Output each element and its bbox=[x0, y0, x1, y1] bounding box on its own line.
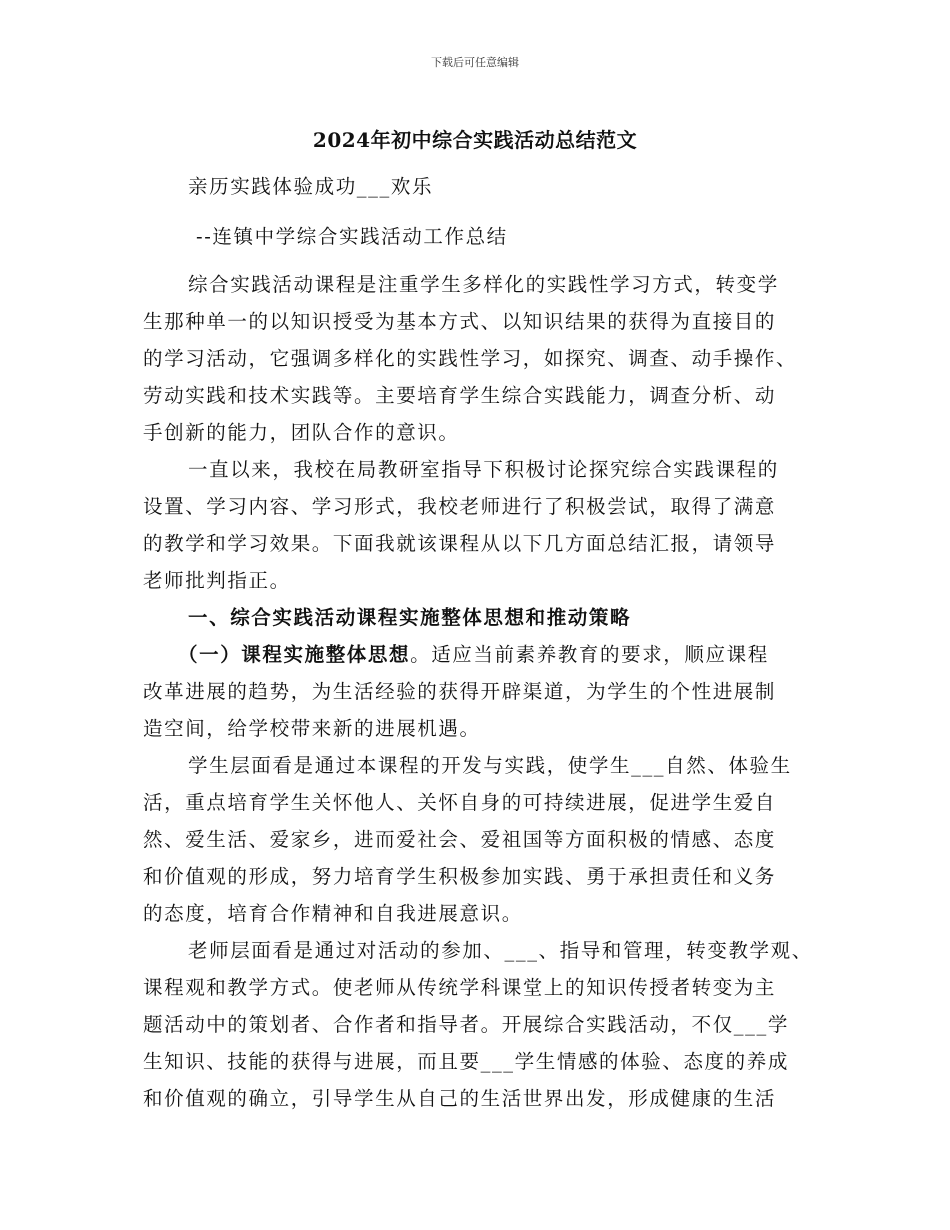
paragraph-line: 生那种单一的以知识授受为基本方式、以知识结果的获得为直接目的 bbox=[143, 310, 777, 333]
paragraph-line bbox=[178, 642, 769, 668]
paragraph-line: 综合实践活动课程是注重学生多样化的实践性学习方式，转变学 bbox=[188, 273, 779, 296]
paragraph-line: 的态度，培育合作精神和自我进展意识。 bbox=[143, 902, 523, 925]
subsection-heading: （一）课程实施整体思想 bbox=[178, 643, 411, 666]
paragraph-line: 设置、学习内容、学习形式，我校老师进行了积极尝试，取得了满意 bbox=[143, 495, 777, 518]
paragraph-line: 造空间，给学校带来新的进展机遇。 bbox=[143, 717, 481, 740]
section-heading: 一、综合实践活动课程实施整体思想和推动策略 bbox=[188, 606, 632, 629]
paragraph-line: 然、爱生活、爱家乡，进而爱社会、爱祖国等方面积极的情感、态度 bbox=[143, 828, 777, 851]
paragraph-line: 一直以来，我校在局教研室指导下积极讨论探究综合实践课程的 bbox=[188, 458, 779, 481]
paragraph-line: 老师批判指正。 bbox=[143, 569, 291, 592]
paragraph-line: 的教学和学习效果。下面我就该课程从以下几方面总结汇报，请领导 bbox=[143, 532, 777, 555]
paragraph-line: 题活动中的策划者、合作者和指导者。开展综合实践活动，不仅___学 bbox=[143, 1013, 789, 1036]
paragraph-line: 课程观和教学方式。使老师从传统学科课堂上的知识传授者转变为主 bbox=[143, 976, 777, 999]
paragraph-line: 学生层面看是通过本课程的开发与实践，使学生___自然、体验生 bbox=[188, 754, 792, 777]
paragraph-line: 生知识、技能的获得与进展，而且要___学生情感的体验、态度的养成 bbox=[143, 1050, 789, 1073]
paragraph-line: 活，重点培育学生关怀他人、关怀自身的可持续进展，促进学生爱自 bbox=[143, 791, 777, 814]
page-header-note: 下载后可任意编辑 bbox=[431, 56, 519, 69]
subtitle-line: 亲历实践体验成功___欢乐 bbox=[188, 175, 434, 198]
paragraph-line: 老师层面看是通过对活动的参加、___、指导和管理，转变教学观、 bbox=[188, 939, 813, 962]
paragraph-line: 改革进展的趋势，为生活经验的获得开辟渠道，为学生的个性进展制 bbox=[143, 680, 777, 703]
paragraph-line: 手创新的能力，团队合作的意识。 bbox=[143, 421, 460, 444]
paragraph-line: 和价值观的确立，引导学生从自己的生活世界出发，形成健康的生活 bbox=[143, 1087, 777, 1110]
document-title: 2024年初中综合实践活动总结范文 bbox=[312, 128, 638, 152]
paragraph-line: 和价值观的形成，努力培育学生积极参加实践、勇于承担责任和义务 bbox=[143, 865, 777, 888]
paragraph-text: 。适应当前素养教育的要求，顺应课程 bbox=[410, 643, 769, 666]
paragraph-line: 劳动实践和技术实践等。主要培育学生综合实践能力，调查分析、动 bbox=[143, 384, 777, 407]
paragraph-line: 的学习活动，它强调多样化的实践性学习，如探究、调查、动手操作、 bbox=[143, 347, 798, 370]
subtitle-line: --连镇中学综合实践活动工作总结 bbox=[196, 225, 508, 248]
